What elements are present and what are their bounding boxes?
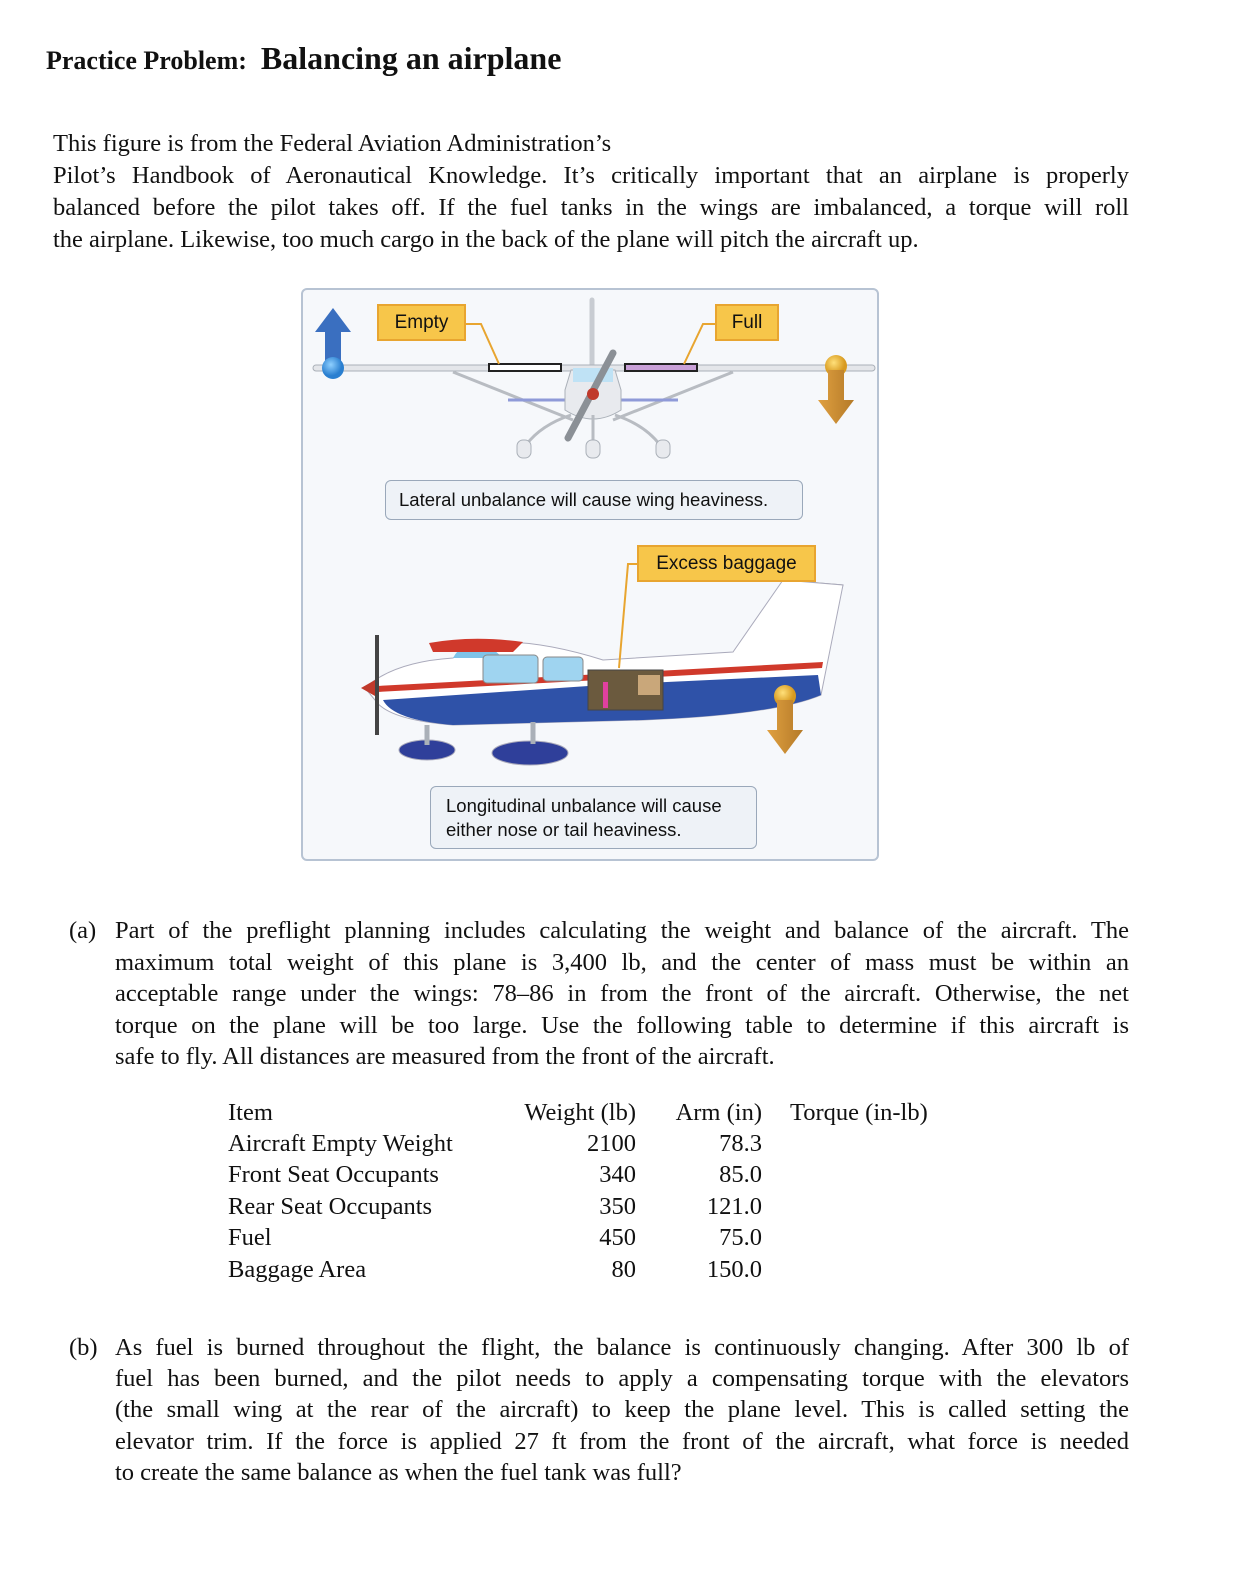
title-main: Balancing an airplane <box>260 40 562 76</box>
part-b-label: (b) <box>69 1334 98 1361</box>
table-cell-item: Front Seat Occupants <box>228 1161 439 1188</box>
table-header: Item <box>228 1099 273 1126</box>
table-header: Weight (lb) <box>524 1099 636 1126</box>
part-a-line: Part of the preflight planning includes calculating the weight and balance of the aircraft. The <box>115 917 1129 944</box>
excess-baggage-label: Excess baggage <box>637 545 816 582</box>
intro-line: the airplane. Likewise, too much cargo in the back of the plane will pitch the aircraft up. <box>53 226 919 253</box>
intro-line: Pilot’s Handbook of Aeronautical Knowledge. It’s critically important that an airplane is properly <box>53 162 1129 189</box>
table-cell-arm: 75.0 <box>719 1224 762 1251</box>
table-cell-item: Fuel <box>228 1224 272 1251</box>
side-view-airplane <box>361 580 843 765</box>
title-prefix: Practice Problem: <box>46 46 247 75</box>
part-b-line: to create the same balance as when the fuel tank was full? <box>115 1459 682 1486</box>
table-cell-weight: 2100 <box>587 1130 636 1157</box>
table-cell-weight: 340 <box>599 1161 636 1188</box>
part-b-line: fuel has been burned, and the pilot needs to apply a compensating torque with the elevators <box>115 1365 1129 1392</box>
table-cell-arm: 85.0 <box>719 1161 762 1188</box>
part-b-line: As fuel is burned throughout the flight, the balance is continuously changing. After 300 lb of <box>115 1334 1129 1361</box>
empty-tank-label: Empty <box>377 304 466 341</box>
full-tank-label: Full <box>715 304 779 341</box>
table-cell-item: Aircraft Empty Weight <box>228 1130 453 1157</box>
longitudinal-caption <box>430 786 757 849</box>
part-b-line: (the small wing at the rear of the aircraft) to keep the plane level. This is called setting the <box>115 1396 1129 1423</box>
page-title <box>46 40 561 77</box>
part-a-line: maximum total weight of this plane is 3,400 lb, and the center of mass must be within an <box>115 949 1129 976</box>
part-a-line: safe to fly. All distances are measured from the front of the aircraft. <box>115 1043 775 1070</box>
part-a-label: (a) <box>69 917 97 944</box>
lateral-caption: Lateral unbalance will cause wing heaviness. <box>385 480 803 520</box>
airplane-balance-figure <box>301 288 879 861</box>
intro-line: This figure is from the Federal Aviation Administration’s <box>53 130 612 157</box>
table-cell-arm: 150.0 <box>706 1256 762 1283</box>
table-header: Torque (in-lb) <box>790 1099 928 1126</box>
table-cell-item: Baggage Area <box>228 1256 367 1283</box>
table-cell-weight: 80 <box>611 1256 636 1283</box>
longitudinal-caption-line: either nose or tail heaviness. <box>446 819 682 840</box>
part-a-line: acceptable range under the wings: 78–86 in from the front of the aircraft. Otherwise, the net <box>115 980 1129 1007</box>
table-header: Arm (in) <box>675 1099 762 1126</box>
part-b-line: elevator trim. If the force is applied 27 ft from the front of the aircraft, what force is needed <box>115 1428 1129 1455</box>
table-cell-item: Rear Seat Occupants <box>228 1193 433 1220</box>
part-a-line: torque on the plane will be too large. Use the following table to determine if this aircraft is <box>115 1012 1129 1039</box>
table-cell-arm: 78.3 <box>719 1130 762 1157</box>
table-cell-arm: 121.0 <box>706 1193 762 1220</box>
table-cell-weight: 350 <box>599 1193 636 1220</box>
intro-line: balanced before the pilot takes off. If the fuel tanks in the wings are imbalanced, a torque will roll <box>53 194 1129 221</box>
longitudinal-caption-line: Longitudinal unbalance will cause <box>446 795 722 816</box>
table-cell-weight: 450 <box>599 1224 636 1251</box>
